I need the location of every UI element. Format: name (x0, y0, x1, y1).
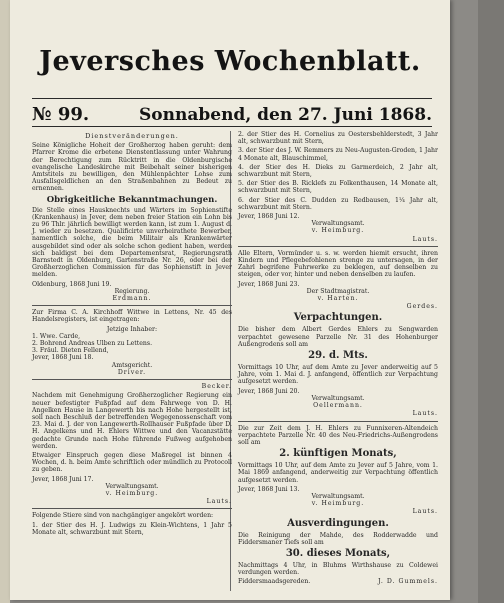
stiere-item-1: 1. der Stier des H. J. Ludwigs zu Klein-Wichtens, 1 Jahr 5 Monate alt, schwarzbunt mit Stern, (32, 521, 232, 536)
firma-owner-place: zu Lettens. (117, 340, 153, 348)
ausv-footer (238, 578, 438, 585)
separator (238, 421, 438, 422)
book-spine-edge (478, 0, 504, 603)
dienst-text: Seine Königliche Hoheit der Großherzog haben geruht: dem Pfarrer Krome die erbetene Dienstentlassung unter Wahrung der Berechtigung zum Rücktritt in die Oldenburgische evangelische Landeskirche mit Beibehalt seiner bisherigen Amtstitels zu bewilligen, den Mühlenpächter Lohse zum Ausfallsgeldlichen an den Straßenbahnen zu Bedeut zu ernennen. (32, 142, 232, 193)
verp-office: Verwaltungsamt. (311, 394, 365, 402)
newspaper-page (10, 0, 450, 600)
verp2-text-2: Vormittags 10 Uhr, auf dem Amte zu Jever auf 5 Jahre, vom 1. Mai 1869 anfangend, anderweitig zur Verpachtung öffentlich aufgesetzt werden. (238, 462, 438, 484)
verp2-date-big: 2. künftigen Monats, (279, 448, 397, 460)
becker-text-2: Etwaiger Einspruch gegen diese Maßregel ist binnen 4 Wochen, d. h. beim Amte schriftlich oder mündlich zu Protocoll zu geben. (32, 451, 232, 474)
dienst-heading: Dienstveränderungen. (85, 132, 179, 140)
separator (32, 305, 232, 306)
ausv-text: Die Reinigung der Mahde, des Rodderwadde und Fiddersmaner Tiefs soll am (238, 531, 438, 546)
magistrat-sign-2: Gerdes. (406, 303, 438, 311)
verp2-office: Verwaltungsamt. (311, 492, 365, 500)
magistrat-date: Jever, 1868 Juni 23. (238, 280, 300, 288)
separator (32, 508, 232, 509)
separator (32, 379, 232, 380)
verp2-sign-2: Lauts. (412, 508, 438, 516)
firma-owner-2-name: 2. Bohrend Andreas Ulben (32, 340, 116, 348)
becker-sign: Becker. (201, 383, 232, 391)
firma-sign: Driver. (117, 368, 147, 376)
verp-text-2: Vormittags 10 Uhr, auf dem Amte zu Jever anderweitig auf 5 Jahre, vom 1. Mai d. J. anfangend, öffentlich zur Verpachtung aufgesetzt werden. (238, 364, 438, 386)
firma-office: Amtsgericht. (111, 361, 153, 369)
masthead-title: Jeversches Wochenblatt. (39, 46, 421, 77)
issue-date: Sonnabend, den 27. Juni 1868. (139, 105, 432, 125)
verp2-text: Die zur Zeit dem J. H. Ehlers zu Funnixeren-Altendeich verpachtete Parzelle Nr. 40 des Neu-Friedrichs-Außengrodens soll am (238, 424, 438, 446)
stiere-item-5: 5. der Stier des B. Ricklefs zu Folkenthausen, 14 Monate alt, schwarzbunt mit Stern, (238, 180, 438, 195)
firma-owner-label: Jetzige Inhaber: (106, 325, 158, 333)
obrig-sign: Erdmann. (112, 295, 152, 303)
becker-date: Jever, 1868 Juni 17. (32, 475, 94, 483)
ausv-date-big: 30. dieses Monats, (285, 547, 391, 559)
stiere-sign: v. Heimburg. (311, 227, 365, 235)
firma-text: Zur Firma C. A. Kirchhoff Wittwe in Lettens, Nr. 45 des Handelsregisters, ist eingetragen: (32, 309, 232, 324)
issue-line (32, 104, 432, 125)
magistrat-sign: v. Harten. (317, 295, 359, 303)
verp-date-big: 29. d. Mts. (308, 350, 368, 362)
right-column (238, 131, 438, 586)
masthead-rule-top (32, 98, 432, 99)
magistrat-office: Der Stadtmagistrat. (306, 287, 370, 295)
firma-owner-3: 3. Fräul. Dieten Fellend, (32, 347, 109, 355)
left-column (32, 131, 232, 538)
verp-date: Jever, 1868 Juni 20. (238, 387, 300, 395)
verp2-date: Jever, 1868 Juni 13. (238, 485, 300, 493)
firma-owner-1: 1. Wwe. Carde, (32, 332, 81, 340)
separator (238, 246, 438, 247)
obrig-date: Oldenburg, 1868 Juni 19. (32, 280, 112, 288)
ausv-heading: Ausverdingungen. (287, 517, 389, 529)
issue-number: № 99. (32, 104, 90, 125)
ausv-office: Fiddersmaadsgereden. (238, 578, 311, 586)
stiere-item-6: 6. der Stier des C. Dudden zu Redbausen, 1¼ Jahr alt, schwarzbunt mit Stern. (238, 196, 438, 211)
becker-text: Nachdem mit Genehmigung Großherzoglicher Regierung ein neuer befestigter Fußpfad auf dem Fahrwege von D. H. Angelken Hause in Langewerth bis nach Hohe hergestellt ist, soll nach Beschluß der betreffenden Wegegenossenschaft vom 23. Mai d. J. der von Langewerth-Rollhauser Fußpfade über D. H. Angelkens und H. Ehlers Wittwe und den Vacanzstätte gedachte Grunde nach Hohe führende Fußweg aufgehoben werden. (32, 392, 232, 450)
becker-office: Verwaltungsamt. (105, 482, 159, 490)
ausv-sign: J. D. Gummels. (377, 578, 438, 586)
verp-sign: Oellermann. (313, 402, 363, 410)
stiere-text: Folgende Stiere sind von nachgängiger angekört worden: (32, 512, 214, 520)
firma-date: Jever, 1868 Juni 18. (32, 354, 94, 362)
verp-heading: Verpachtungen. (293, 312, 383, 324)
stiere-date: Jever, 1868 Juni 12. (238, 213, 300, 221)
lauts-sign: Lauts. (206, 498, 232, 506)
stiere-sign-2: Lauts. (412, 235, 438, 243)
obrig-office: Regierung. (114, 287, 150, 295)
stiere-item-4: 4. der Stier des H. Dieks zu Garmerdeich, 2 Jahr alt, schwarzbunt mit Stern, (238, 163, 438, 179)
obrig-heading: Obrigkeitliche Bekanntmachungen. (46, 194, 218, 205)
becker-sign-2: v. Heimburg. (105, 489, 159, 497)
stiere-item-2: 2. der Stier des H. Cornelius zu Oestersbehlderstedt, 3 Jahr alt, schwarzbunt mit Stern, (238, 131, 438, 146)
verp2-sign: v. Heimburg. (311, 500, 365, 508)
stiere-item-3: 3. der Stier des J. W. Remmers zu Neu-Augusten-Groden, 1 Jahr 4 Monate alt, Blauschimmel, (238, 147, 438, 162)
firma-owner-2 (32, 340, 232, 347)
masthead-rule-bottom (32, 126, 432, 127)
verp-text: Die bisher dem Albert Gerdes Ehlers zu Sengwarden verpachtet gewesene Parzelle Nr. 31 des Hohenburger Außengrodens soll am (238, 326, 438, 348)
ausv-text-2: Nachmittags 4 Uhr, in Bluhms Wirthshause zu Coldewei verdungen werden. (238, 561, 438, 577)
magistrat-text: Alle Eltern, Vormünder u. s. w. werden hiemit ersucht, ihren Kindern und Pflegebefohlenen strenge zu untersagen, in der Zahrl begrifene Fuhrwerke zu beklegen, auf denselben zu steigen, oder vor, hinter und neben denselben zu laufen. (238, 249, 438, 279)
adjacent-page-edge (0, 0, 10, 603)
verp-sign-2: Lauts. (412, 410, 438, 418)
stiere-office: Verwaltungsamt. (311, 220, 365, 228)
obrig-text: Die Stelle eines Hausknechts und Wärters im Sophienstifte (Krankenhaus) in Jever, dem neben freier Station ein Lohn bis zu 96 Thlr. jährlich bewilligt werden kann, ist zum 1. August d. J. wieder zu besetzen. Qualificirte unverheirathete Bewerber, namentlich solche, die beim Militair als Krankenwärter ausgebildet sind oder als solche schon gedient haben, werden sich baldigst bei dem Departementsrat, Regierungsrath Barnstedt in Oldenburg, Gartenstraße Nr. 26, oder bei der Großherzoglichen Commission für das Sophienstift in Jever melden. (32, 206, 232, 279)
